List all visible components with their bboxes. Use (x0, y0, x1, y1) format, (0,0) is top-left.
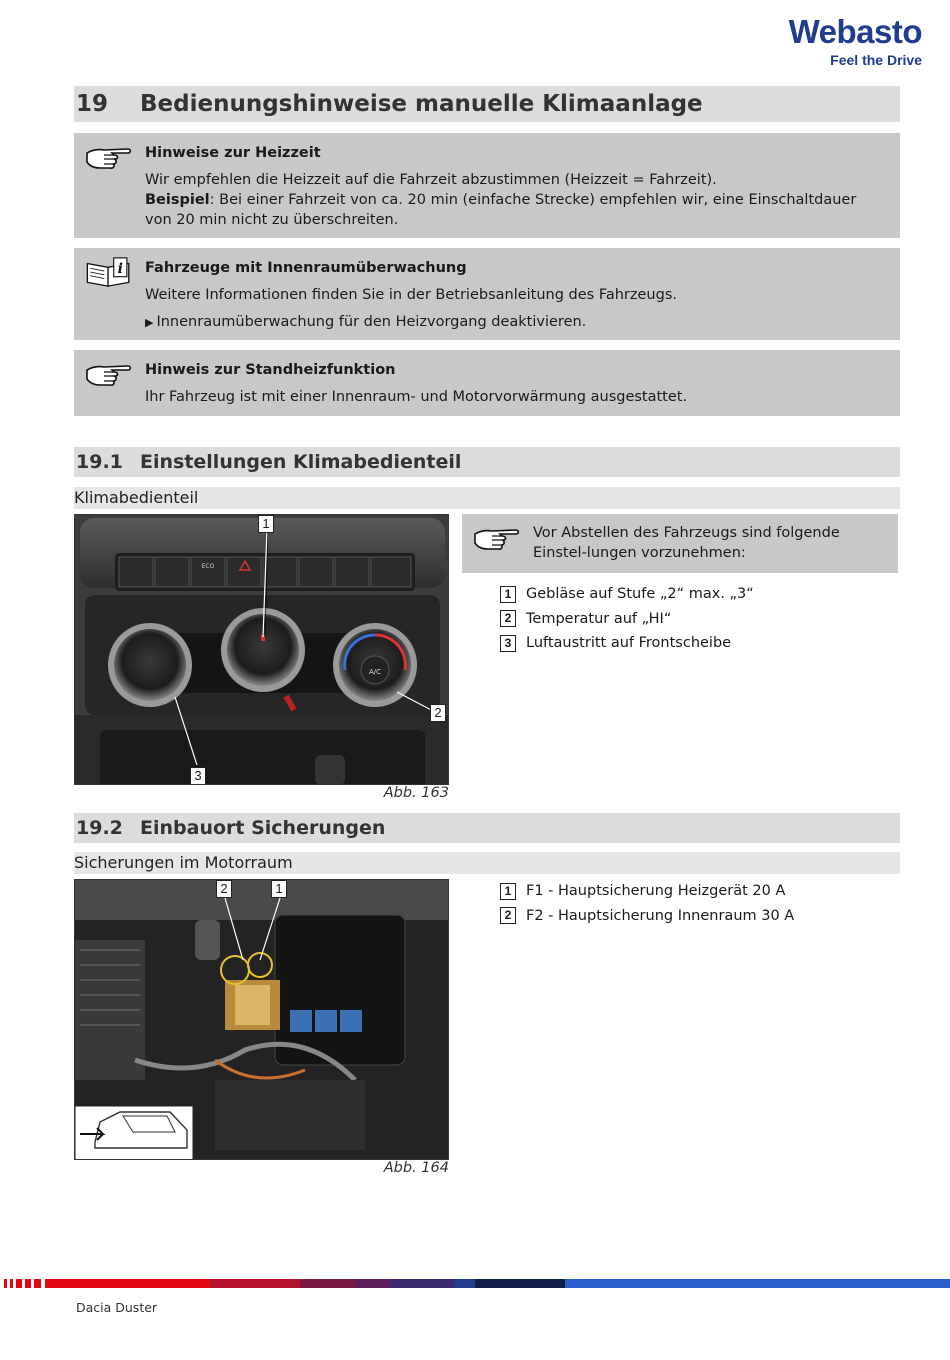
step-text: F1 - Hauptsicherung Heizgerät 20 A (526, 883, 786, 900)
step-number: 1 (500, 883, 516, 900)
section-heading-19-1 (74, 447, 900, 477)
note-interior-monitoring (74, 248, 900, 340)
figure-engine-fuses (74, 879, 449, 1160)
steps-list-fuses (500, 879, 794, 928)
section-heading-19-2 (74, 813, 900, 843)
subheading-engine-fuses: Sicherungen im Motorraum (74, 852, 900, 874)
figure-caption-163: Abb. 163 (383, 785, 449, 801)
note-title: Hinweis zur Standheizfunktion (145, 362, 396, 378)
step-text: Gebläse auf Stufe „2“ max. „3“ (526, 586, 754, 603)
callout-2: 2 (216, 880, 232, 898)
list-item (500, 582, 754, 607)
note-text: Vor Abstellen des Fahrzeugs sind folgende Einstel-lungen vorzunehmen: (533, 525, 840, 561)
footer-vehicle: Dacia Duster (76, 1300, 158, 1315)
footer-color-bar (0, 1279, 950, 1288)
callout-2: 2 (430, 704, 446, 722)
figure-climate-panel (74, 514, 449, 785)
list-item (500, 607, 754, 632)
section-title: Einbauort Sicherungen (140, 817, 386, 839)
chapter-heading (74, 86, 900, 122)
pointing-hand-icon (84, 141, 134, 173)
climate-panel-illustration (75, 515, 449, 785)
webasto-logo (789, 14, 922, 68)
note-title: Fahrzeuge mit Innenraumüberwachung (145, 260, 467, 276)
step-number: 3 (500, 635, 516, 652)
callout-3: 3 (190, 767, 206, 785)
section-number: 19.1 (76, 451, 123, 473)
chapter-title: Bedienungshinweise manuelle Klimaanlage (140, 91, 703, 117)
step-number: 2 (500, 610, 516, 627)
step-text: Luftaustritt auf Frontscheibe (526, 635, 732, 652)
note-bullet: ▶ Innenraumüberwachung für den Heizvorgang deaktivieren. (145, 312, 880, 333)
step-number: 1 (500, 586, 516, 603)
ac-button-label: A/C (368, 668, 382, 676)
pointing-hand-icon (472, 522, 522, 554)
example-label: Beispiel (145, 192, 210, 208)
pointing-hand-icon (84, 358, 134, 390)
note-example (145, 190, 880, 230)
steps-list-climate (500, 582, 754, 656)
list-item (500, 879, 794, 904)
subheading-climate-panel: Klimabedienteil (74, 487, 900, 509)
note-heating-time (74, 133, 900, 238)
callout-1: 1 (258, 515, 274, 533)
logo-tagline: Feel the Drive (830, 52, 922, 68)
step-text: F2 - Hauptsicherung Innenraum 30 A (526, 907, 795, 924)
step-number: 2 (500, 907, 516, 924)
note-text: Wir empfehlen die Heizzeit auf die Fahrzeit abzustimmen (Heizzeit = Fahrzeit). (145, 172, 717, 188)
callout-1: 1 (271, 880, 287, 898)
list-item (500, 631, 754, 656)
logo-wordmark: Webasto (788, 13, 922, 50)
note-before-parking (462, 514, 898, 573)
svg-text:i: i (117, 260, 123, 277)
engine-bay-illustration (75, 880, 449, 1160)
info-book-icon (84, 256, 134, 288)
chapter-number: 19 (76, 91, 109, 117)
example-text: : Bei einer Fahrzeit von ca. 20 min (einfache Strecke) empfehlen wir, eine Einschaltdauer von 20 min nicht zu überschreiten. (145, 192, 857, 228)
figure-caption-164: Abb. 164 (383, 1160, 449, 1176)
note-text: Weitere Informationen finden Sie in der Betriebsanleitung des Fahrzeugs. (145, 287, 677, 303)
section-title: Einstellungen Klimabedienteil (140, 451, 462, 473)
note-auxiliary-heating (74, 350, 900, 416)
step-text: Temperatur auf „HI“ (526, 610, 672, 627)
list-item (500, 904, 794, 929)
note-text: Ihr Fahrzeug ist mit einer Innenraum- und Motorvorwärmung ausgestattet. (145, 389, 688, 405)
note-title: Hinweise zur Heizzeit (145, 145, 321, 161)
eco-button-label: ECO (201, 563, 215, 570)
section-number: 19.2 (76, 817, 123, 839)
